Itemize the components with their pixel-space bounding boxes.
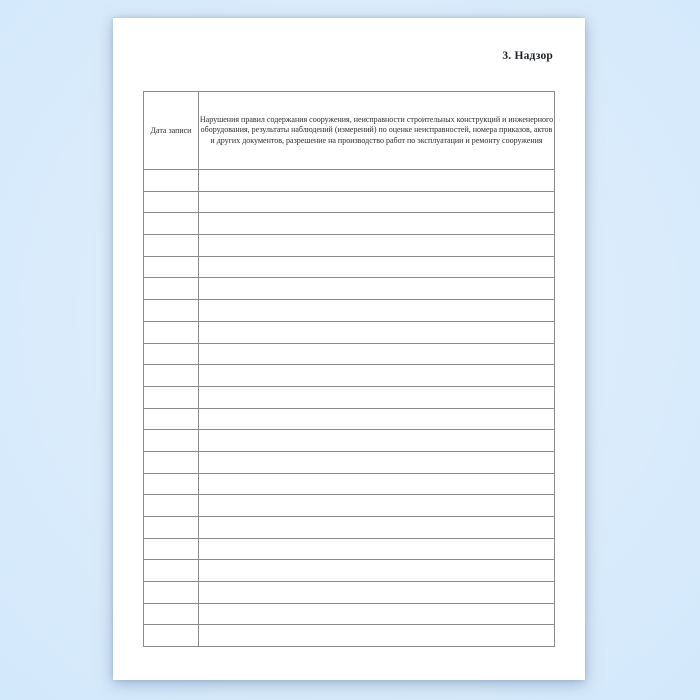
date-cell — [144, 560, 199, 582]
entry-cell — [199, 235, 555, 257]
table-row — [144, 343, 555, 365]
section-title: 3. Надзор — [502, 50, 553, 62]
date-cell — [144, 451, 199, 473]
date-cell — [144, 191, 199, 213]
table-row — [144, 408, 555, 430]
date-cell — [144, 386, 199, 408]
date-cell — [144, 256, 199, 278]
table-row — [144, 256, 555, 278]
table-row — [144, 365, 555, 387]
date-cell — [144, 473, 199, 495]
entry-cell — [199, 473, 555, 495]
entry-cell — [199, 625, 555, 647]
entry-cell — [199, 365, 555, 387]
column-header-entry: Нарушения правил содержания сооружения, неисправности строительных конструкций и инженерного оборудования, результаты наблюдений (измерений) по оценке неисправностей, номера приказов, актов и других документов, разрешение на производство работ по эксплуатации и ремонту сооружения — [199, 92, 555, 170]
entry-cell — [199, 603, 555, 625]
table-row — [144, 560, 555, 582]
table-row — [144, 278, 555, 300]
table-row — [144, 538, 555, 560]
table-body — [144, 170, 555, 647]
date-cell — [144, 235, 199, 257]
table-header — [144, 92, 555, 170]
date-cell — [144, 603, 199, 625]
date-cell — [144, 625, 199, 647]
entry-cell — [199, 517, 555, 539]
entry-cell — [199, 321, 555, 343]
entry-cell — [199, 278, 555, 300]
table-row — [144, 430, 555, 452]
date-cell — [144, 408, 199, 430]
date-cell — [144, 582, 199, 604]
table-row — [144, 451, 555, 473]
entry-cell — [199, 191, 555, 213]
table-row — [144, 386, 555, 408]
entry-cell — [199, 560, 555, 582]
entry-cell — [199, 430, 555, 452]
table-row — [144, 625, 555, 647]
document-page — [113, 18, 585, 680]
table-row — [144, 235, 555, 257]
table-row — [144, 473, 555, 495]
entry-cell — [199, 170, 555, 192]
date-cell — [144, 365, 199, 387]
date-cell — [144, 343, 199, 365]
column-header-date: Дата записи — [144, 92, 199, 170]
date-cell — [144, 321, 199, 343]
entry-cell — [199, 408, 555, 430]
entry-cell — [199, 538, 555, 560]
date-cell — [144, 300, 199, 322]
table-row — [144, 495, 555, 517]
date-cell — [144, 517, 199, 539]
entry-cell — [199, 582, 555, 604]
entry-cell — [199, 300, 555, 322]
table-row — [144, 300, 555, 322]
date-cell — [144, 278, 199, 300]
table-row — [144, 191, 555, 213]
date-cell — [144, 430, 199, 452]
entry-cell — [199, 386, 555, 408]
supervision-journal-table — [143, 91, 555, 647]
date-cell — [144, 495, 199, 517]
entry-cell — [199, 213, 555, 235]
entry-cell — [199, 256, 555, 278]
date-cell — [144, 170, 199, 192]
table-row — [144, 213, 555, 235]
table-header-row — [144, 92, 555, 170]
table-row — [144, 582, 555, 604]
table-row — [144, 517, 555, 539]
table-row — [144, 170, 555, 192]
entry-cell — [199, 451, 555, 473]
entry-cell — [199, 343, 555, 365]
table-row — [144, 321, 555, 343]
date-cell — [144, 538, 199, 560]
date-cell — [144, 213, 199, 235]
entry-cell — [199, 495, 555, 517]
table-row — [144, 603, 555, 625]
